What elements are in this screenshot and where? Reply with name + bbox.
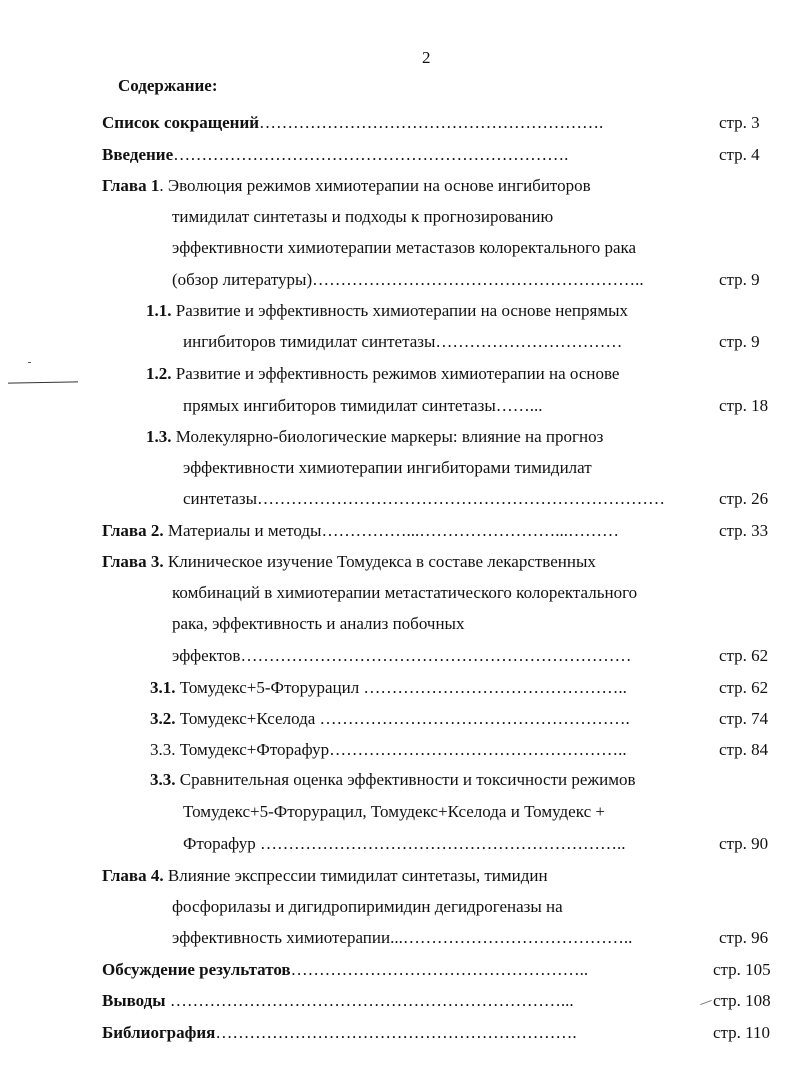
toc-entry-continuation: ингибиторов тимидилат синтетазы…………………………… bbox=[183, 332, 623, 351]
toc-entry-text: Влияние экспрессии тимидилат синтетазы, тимидин bbox=[163, 866, 548, 885]
scan-artifact bbox=[28, 362, 31, 363]
toc-entry-dots: ………………………………………………………. bbox=[215, 1023, 577, 1042]
toc-entry-label: Введение bbox=[102, 145, 174, 164]
toc-entry-text: . Эволюция режимов химиотерапии на основе ингибиторов bbox=[159, 176, 591, 195]
toc-entry-page: стр. 26 bbox=[719, 489, 769, 508]
toc-heading: Содержание: bbox=[118, 76, 218, 95]
toc-entry-continuation: Фторафур ……………………………………………………….. bbox=[183, 834, 626, 853]
toc-entry-chapter-4 bbox=[102, 866, 548, 886]
toc-entry-page: стр. 18 bbox=[719, 396, 769, 415]
toc-entry-discussion bbox=[102, 960, 588, 980]
toc-entry-text: Развитие и эффективность режимов химиотерапии на основе bbox=[171, 364, 620, 383]
toc-entry-label: Глава 3. bbox=[102, 552, 164, 571]
toc-entry-label: Обсуждение результатов bbox=[102, 960, 291, 979]
toc-entry-continuation: фосфорилазы и дигидропиримидин дегидрогеназы на bbox=[172, 897, 563, 916]
toc-entry-dots: ……………………………………………………………. bbox=[173, 145, 569, 164]
toc-entry-page: стр. 84 bbox=[719, 740, 769, 759]
toc-entry-page: стр. 3 bbox=[719, 113, 760, 132]
toc-entry-continuation: прямых ингибиторов тимидилат синтетазы……... bbox=[183, 396, 543, 415]
toc-entry-text: Молекулярно-биологические маркеры: влияние на прогноз bbox=[171, 427, 604, 446]
toc-entry-chapter-2 bbox=[102, 521, 619, 541]
toc-entry-continuation: тимидилат синтетазы и подходы к прогнозированию bbox=[172, 207, 554, 226]
toc-entry-label: 3.2. bbox=[150, 709, 176, 728]
toc-entry-page: стр. 105 bbox=[713, 960, 771, 979]
toc-entry-page: стр. 110 bbox=[713, 1023, 771, 1042]
toc-entry-label: 1.2. bbox=[146, 364, 172, 383]
toc-entry-section-3-2 bbox=[150, 709, 630, 729]
toc-entry-dots: …………………………………………….. bbox=[290, 960, 589, 979]
toc-entry-dots: ……………………………………………………. bbox=[259, 113, 604, 132]
scan-artifact bbox=[8, 381, 78, 383]
toc-entry-page: стр. 96 bbox=[719, 928, 769, 947]
toc-entry-page: стр. 62 bbox=[719, 646, 769, 665]
toc-entry-section-3-3 bbox=[150, 740, 627, 760]
toc-entry-page: стр. 9 bbox=[719, 332, 760, 351]
toc-entry-label: Глава 4. bbox=[102, 866, 164, 885]
toc-entry-introduction bbox=[102, 145, 568, 165]
toc-entry-chapter-3 bbox=[102, 552, 596, 572]
toc-entry-page: стр. 9 bbox=[719, 270, 760, 289]
page-number: 2 bbox=[422, 48, 431, 67]
toc-entry-abbreviations bbox=[102, 113, 603, 133]
toc-entry-continuation: эффективности химиотерапии ингибиторами тимидилат bbox=[183, 458, 592, 477]
toc-entry-label: 1.3. bbox=[146, 427, 172, 446]
toc-entry-label: 1.1. bbox=[146, 301, 172, 320]
toc-entry-text: Томудекс+Кселода ………………………………………………. bbox=[175, 709, 630, 728]
toc-entry-label: Выводы bbox=[102, 991, 166, 1010]
toc-entry-dots: ……………………………………………………………... bbox=[165, 991, 574, 1010]
toc-entry-text: Развитие и эффективность химиотерапии на основе непрямых bbox=[171, 301, 629, 320]
toc-entry-continuation: комбинаций в химиотерапии метастатического колоректального bbox=[172, 583, 638, 602]
toc-entry-text: Материалы и методы……………...……………………...……… bbox=[163, 521, 619, 540]
toc-entry-section-3-1 bbox=[150, 678, 627, 698]
toc-entry-page: стр. 62 bbox=[719, 678, 769, 697]
toc-entry-label: Глава 1 bbox=[102, 176, 160, 195]
toc-entry-continuation: (обзор литературы)………………………………………………….. bbox=[172, 270, 644, 289]
toc-entry-label: 3.1. bbox=[150, 678, 176, 697]
toc-entry-label: Глава 2. bbox=[102, 521, 164, 540]
toc-entry-label: 3.3. bbox=[150, 770, 176, 789]
toc-entry-label: Список сокращений bbox=[102, 113, 260, 132]
toc-entry-continuation: эффективность химиотерапии...………………………………….. bbox=[172, 928, 633, 947]
toc-entry-continuation: эффектов…………………………………………………………… bbox=[172, 646, 632, 665]
toc-entry-section-1-3 bbox=[146, 427, 603, 447]
toc-entry-continuation: рака, эффективность и анализ побочных bbox=[172, 614, 465, 633]
toc-entry-conclusions bbox=[102, 991, 574, 1011]
toc-entry-text: 3.3. Томудекс+Фторафур…………………………………………….. bbox=[150, 740, 627, 759]
toc-entry-page: стр. 108 bbox=[713, 991, 771, 1010]
scan-artifact bbox=[700, 1000, 712, 1005]
toc-entry-chapter-1 bbox=[102, 176, 591, 196]
toc-entry-page: стр. 90 bbox=[719, 834, 769, 853]
toc-entry-section-1-2 bbox=[146, 364, 619, 384]
toc-entry-label: Библиография bbox=[102, 1023, 216, 1042]
toc-entry-section-3-3-comparative bbox=[150, 770, 636, 790]
toc-entry-page: стр. 4 bbox=[719, 145, 760, 164]
toc-entry-page: стр. 74 bbox=[719, 709, 769, 728]
toc-entry-continuation: синтетазы……………………………………………………………… bbox=[183, 489, 666, 508]
toc-entry-continuation: эффективности химиотерапии метастазов колоректального рака bbox=[172, 238, 637, 257]
toc-entry-page: стр. 33 bbox=[719, 521, 769, 540]
toc-entry-text: Клиническое изучение Томудекса в составе лекарственных bbox=[163, 552, 596, 571]
toc-entry-continuation: Томудекс+5-Фторурацил, Томудекс+Кселода и Томудекс + bbox=[183, 802, 605, 821]
toc-entry-text: Томудекс+5-Фторурацил ……………………………………….. bbox=[175, 678, 627, 697]
toc-entry-section-1-1 bbox=[146, 301, 628, 321]
toc-entry-text: Сравнительная оценка эффективности и токсичности режимов bbox=[175, 770, 636, 789]
toc-entry-bibliography bbox=[102, 1023, 577, 1043]
